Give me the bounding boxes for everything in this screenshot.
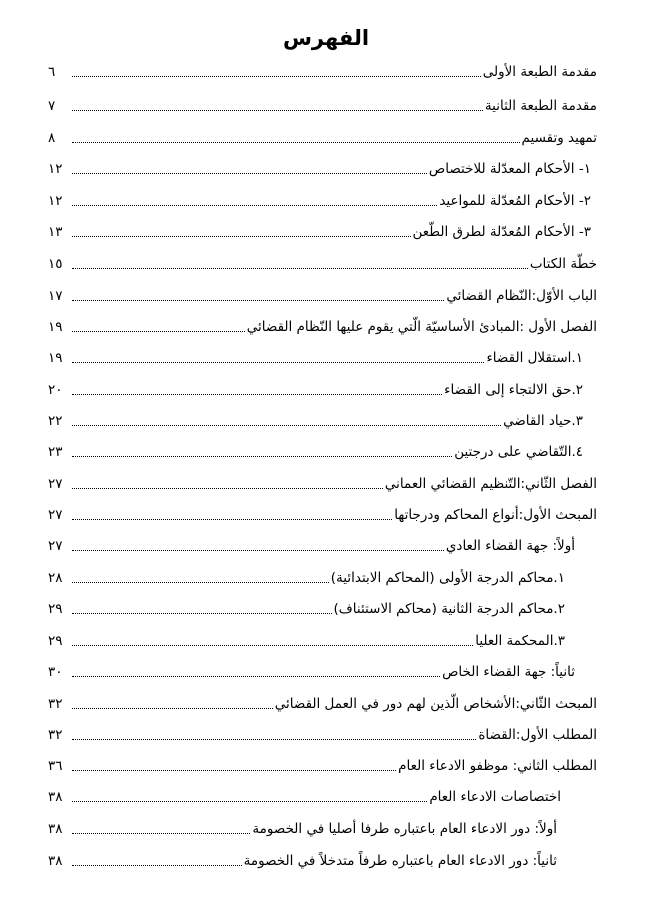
toc-entry-label: ١.محاكم الدرجة الأولى (المحاكم الابتدائية)	[330, 570, 565, 586]
leader-dots	[72, 801, 427, 802]
toc-entry[interactable]	[48, 690, 597, 718]
leader-dots	[72, 833, 250, 834]
toc-entry-page: ١٢	[48, 161, 63, 177]
toc-entry-label: ٤.التّقاضي على درجتين	[454, 444, 583, 460]
toc-entry[interactable]	[48, 783, 597, 811]
toc-entry-label: مقدمة الطبعة الأولى	[482, 64, 597, 80]
leader-dots	[72, 300, 444, 301]
toc-entry-page: ٢٨	[48, 570, 63, 586]
toc-entry[interactable]	[48, 92, 597, 120]
toc-entry-page: ٣٠	[48, 664, 63, 680]
leader-dots	[72, 865, 242, 866]
leader-dots	[72, 236, 411, 237]
toc-entry-page: ١٩	[48, 350, 63, 366]
toc-entry-label: أولاً: جهة القضاء العادي	[445, 538, 575, 554]
leader-dots	[72, 331, 245, 332]
toc-entry-label: ٣.حياد القاضي	[503, 413, 583, 429]
toc-entry[interactable]	[48, 438, 597, 466]
toc-entry-page: ١٣	[48, 224, 63, 240]
toc-entry-page: ٢٩	[48, 601, 63, 617]
leader-dots	[72, 739, 476, 740]
toc-entry-label: تمهيد وتقسيم	[521, 130, 597, 146]
toc-entry-label: ٢.حق الالتجاء إلى القضاء	[444, 382, 583, 398]
toc-entry-page: ٢٢	[48, 413, 63, 429]
leader-dots	[72, 519, 392, 520]
toc-entry[interactable]	[48, 250, 597, 278]
leader-dots	[72, 676, 440, 677]
toc-entry-page: ٣٨	[48, 853, 63, 869]
leader-dots	[72, 550, 444, 551]
toc-entry[interactable]	[48, 595, 597, 623]
toc-entry-label: ٢- الأحكام المُعدّلة للمواعيد	[439, 193, 591, 209]
toc-entry-label: ١.استقلال القضاء	[486, 350, 583, 366]
toc-entry-page: ٧	[48, 98, 56, 114]
toc-entry-label: ٣- الأحكام المُعدّلة لطرق الطّعن	[412, 224, 591, 240]
toc-entry[interactable]	[48, 407, 597, 435]
toc-entry-page: ١٧	[48, 288, 63, 304]
toc-entry-label: ٣.المحكمة العليا	[475, 633, 565, 649]
toc-entry-label: مقدمة الطبعة الثانية	[484, 98, 597, 114]
leader-dots	[72, 456, 452, 457]
toc-entry[interactable]	[48, 218, 597, 246]
toc-entry-page: ٢٧	[48, 507, 63, 523]
leader-dots	[72, 645, 473, 646]
toc-entry-label: ثانياً: جهة القضاء الخاص	[442, 664, 575, 680]
toc-entry-page: ٢٣	[48, 444, 63, 460]
leader-dots	[72, 268, 528, 269]
leader-dots	[72, 142, 520, 143]
toc-entry-label: الفصل الثّاني:التّنظيم القضائي العماني	[384, 476, 597, 492]
toc-entry[interactable]	[48, 282, 597, 310]
toc-entry-label: أولاً: دور الادعاء العام باعتباره طرفا أصليا في الخصومة	[252, 821, 557, 837]
leader-dots	[72, 613, 332, 614]
leader-dots	[72, 362, 484, 363]
toc-entry-page: ٦	[48, 64, 56, 80]
toc-entry[interactable]	[48, 815, 597, 843]
toc-entry-page: ٣٨	[48, 789, 63, 805]
toc-entry[interactable]	[48, 564, 597, 592]
toc-entry[interactable]	[48, 313, 597, 341]
leader-dots	[72, 76, 481, 77]
toc-entry-page: ٢٧	[48, 538, 63, 554]
toc-entry-page: ١٩	[48, 319, 63, 335]
leader-dots	[72, 770, 396, 771]
toc-entry-page: ٢٠	[48, 382, 63, 398]
toc-entry[interactable]	[48, 752, 597, 780]
toc-entry-page: ٣٢	[48, 696, 63, 712]
toc-entry-page: ١٢	[48, 193, 63, 209]
leader-dots	[72, 205, 437, 206]
leader-dots	[72, 394, 442, 395]
toc-entry-page: ٨	[48, 130, 56, 146]
leader-dots	[72, 708, 273, 709]
leader-dots	[72, 582, 329, 583]
leader-dots	[72, 488, 383, 489]
toc-entry[interactable]	[48, 58, 597, 86]
toc-entry-page: ٢٩	[48, 633, 63, 649]
toc-entry[interactable]	[48, 124, 597, 152]
toc-entry-label: ثانياً: دور الادعاء العام باعتباره طرفاً متدخلاً في الخصومة	[243, 853, 557, 869]
toc-entry-page: ٣٨	[48, 821, 63, 837]
toc-entry-label: خطّة الكتاب	[529, 256, 597, 272]
toc-entry[interactable]	[48, 847, 597, 875]
toc-entry-page: ١٥	[48, 256, 63, 272]
toc-entry[interactable]	[48, 501, 597, 529]
toc-entry[interactable]	[48, 470, 597, 498]
toc-entry-label: ١- الأحكام المعدّلة للاختصاص	[428, 161, 591, 177]
toc-entry[interactable]	[48, 627, 597, 655]
toc-entry[interactable]	[48, 658, 597, 686]
toc-entry[interactable]	[48, 155, 597, 183]
toc-entry[interactable]	[48, 344, 597, 372]
toc-entry-label: الباب الأوّل:النّظام القضائي	[446, 288, 597, 304]
leader-dots	[72, 425, 501, 426]
toc-entry-label: المطلب الأول:القضاة	[478, 727, 597, 743]
toc-entry[interactable]	[48, 376, 597, 404]
toc-entry-label: اختصاصات الادعاء العام	[429, 789, 561, 805]
toc-entry-label: المبحث الثّاني:الأشخاص الّذين لهم دور في العمل القضائي	[274, 696, 597, 712]
toc-entry-label: ٢.محاكم الدرجة الثانية (محاكم الاستئناف)	[333, 601, 565, 617]
toc-entry-page: ٣٦	[48, 758, 63, 774]
toc-entry-page: ٣٢	[48, 727, 63, 743]
page-title: الفهرس	[282, 26, 370, 50]
toc-entry-page: ٢٧	[48, 476, 63, 492]
toc-entry-label: الفصل الأول :المبادئ الأساسيّة الّتي يقوم عليها النّظام القضائي	[246, 319, 597, 335]
leader-dots	[72, 110, 483, 111]
toc-entry-label: المبحث الأول:أنواع المحاكم ودرجاتها	[394, 507, 597, 523]
toc-entry[interactable]	[48, 721, 597, 749]
toc-entry[interactable]	[48, 532, 597, 560]
leader-dots	[72, 173, 427, 174]
toc-entry-label: المطلب الثاني: موظفو الادعاء العام	[398, 758, 597, 774]
toc-entry[interactable]	[48, 187, 597, 215]
